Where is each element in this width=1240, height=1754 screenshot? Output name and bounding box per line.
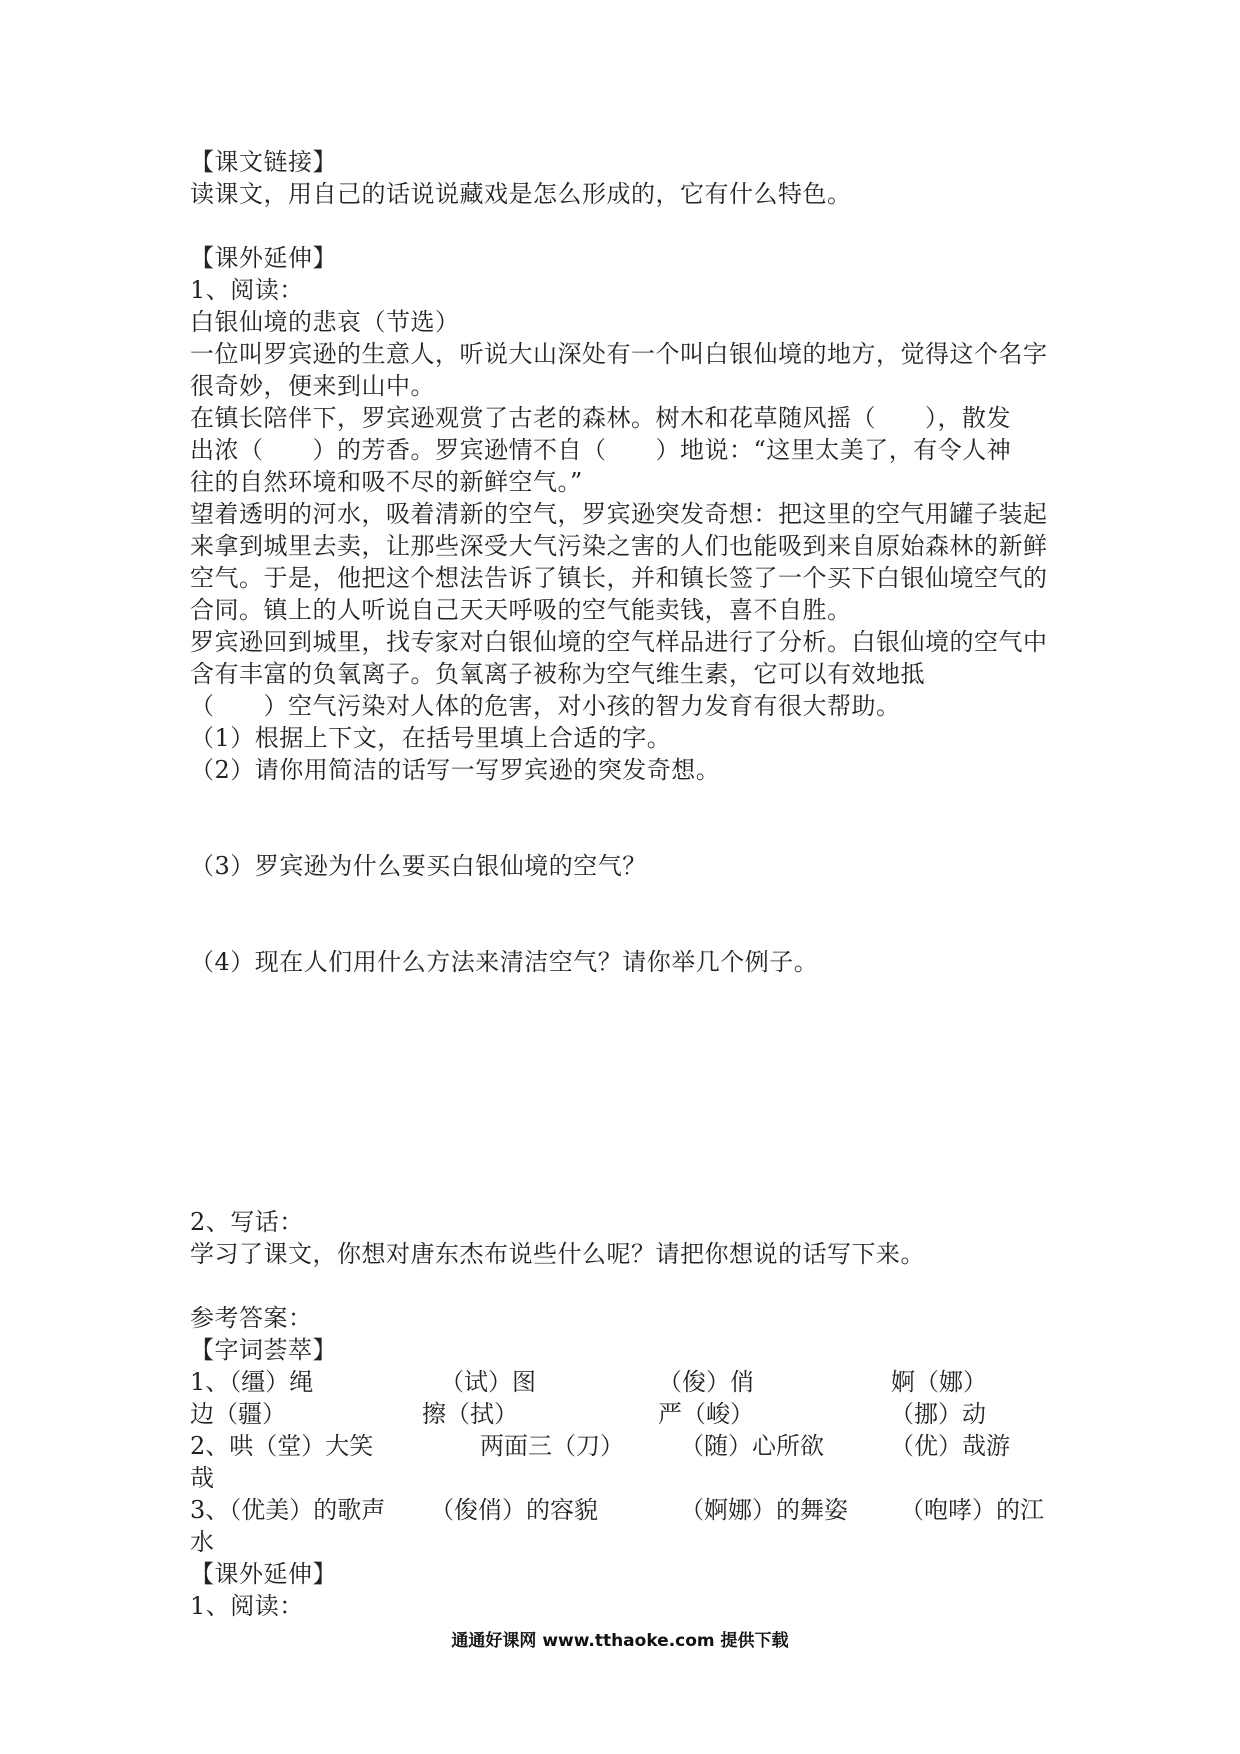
answer-row	[190, 1430, 1060, 1462]
story-line: 望着透明的河水，吸着清新的空气，罗宾逊突发奇想：把这里的空气用罐子装起	[190, 500, 1048, 528]
answers-extension-heading: 【课外延伸】	[190, 1560, 337, 1588]
answer-cell: （试）图	[440, 1368, 536, 1396]
footer-credit: 通通好课网 www.tthaoke.com 提供下载	[451, 1631, 789, 1651]
answer-cell: 严（峻）	[658, 1400, 754, 1428]
question-4: （4）现在人们用什么方法来清洁空气？请你举几个例子。	[190, 948, 819, 976]
story-line: 一位叫罗宾逊的生意人，听说大山深处有一个叫白银仙境的地方，觉得这个名字	[190, 340, 1048, 368]
answer-cell: （婀娜）的舞姿	[680, 1496, 848, 1524]
answer-cell: 3、（优美）的歌声	[190, 1496, 386, 1524]
answer-cell: 边（疆）	[190, 1400, 286, 1428]
text-link-prompt: 读课文，用自己的话说说藏戏是怎么形成的，它有什么特色。	[190, 180, 852, 208]
answer-cell: 两面三（刀）	[480, 1432, 624, 1460]
answer-cell: （优）哉游	[890, 1432, 1010, 1460]
section-heading-text-link: 【课文链接】	[190, 148, 337, 176]
story-line: 很奇妙，便来到山中。	[190, 372, 435, 400]
document-body	[190, 146, 1060, 1622]
answers-reading-label: 1、阅读：	[190, 1592, 304, 1620]
answer-cell: （挪）动	[890, 1400, 986, 1428]
story-line: 往的自然环境和吸不尽的新鲜空气。”	[190, 468, 583, 496]
story-line: 出浓（ ）的芳香。罗宾逊情不自（ ）地说：“这里太美了，有令人神	[190, 436, 1012, 464]
answer-cell: （咆哮）的江	[900, 1496, 1044, 1524]
answer-cell: （随）心所欲	[680, 1432, 824, 1460]
answer-cell: 2、哄（堂）大笑	[190, 1432, 374, 1460]
answer-cell: （俊）俏	[658, 1368, 754, 1396]
writing-prompt: 学习了课文，你想对唐东杰布说些什么呢？请把你想说的话写下来。	[190, 1240, 925, 1268]
story-line: 在镇长陪伴下，罗宾逊观赏了古老的森林。树木和花草随风摇（ ），散发	[190, 404, 1011, 432]
answers-label: 参考答案：	[190, 1304, 313, 1332]
question-2: （2）请你用简洁的话写一写罗宾逊的突发奇想。	[190, 756, 721, 784]
writing-label: 2、写话：	[190, 1208, 304, 1236]
answer-cell: 1、（缰）绳	[190, 1368, 314, 1396]
answer-wrap: 水	[190, 1528, 215, 1556]
answer-row	[190, 1398, 1060, 1430]
answer-cell: （俊俏）的容貌	[430, 1496, 598, 1524]
story-line: （ ）空气污染对人体的危害，对小孩的智力发育有很大帮助。	[190, 692, 901, 720]
section-heading-extension: 【课外延伸】	[190, 244, 337, 272]
story-line: 来拿到城里去卖，让那些深受大气污染之害的人们也能吸到来自原始森林的新鲜	[190, 532, 1048, 560]
story-line: 罗宾逊回到城里，找专家对白银仙境的空气样品进行了分析。白银仙境的空气中	[190, 628, 1048, 656]
answer-row	[190, 1366, 1060, 1398]
story-line: 含有丰富的负氧离子。负氧离子被称为空气维生素，它可以有效地抵	[190, 660, 925, 688]
question-1: （1）根据上下文，在括号里填上合适的字。	[190, 724, 672, 752]
story-line: 空气。于是，他把这个想法告诉了镇长，并和镇长签了一个买下白银仙境空气的	[190, 564, 1048, 592]
story-title: 白银仙境的悲哀（节选）	[190, 308, 460, 336]
question-3: （3）罗宾逊为什么要买白银仙境的空气？	[190, 852, 647, 880]
answer-cell: 擦（拭）	[422, 1400, 518, 1428]
answer-wrap: 哉	[190, 1464, 215, 1492]
reading-label: 1、阅读：	[190, 276, 304, 304]
answer-row	[190, 1494, 1060, 1526]
answers-words-heading: 【字词荟萃】	[190, 1336, 337, 1364]
answer-cell: 婀（娜）	[891, 1368, 987, 1396]
story-line: 合同。镇上的人听说自己天天呼吸的空气能卖钱，喜不自胜。	[190, 596, 852, 624]
